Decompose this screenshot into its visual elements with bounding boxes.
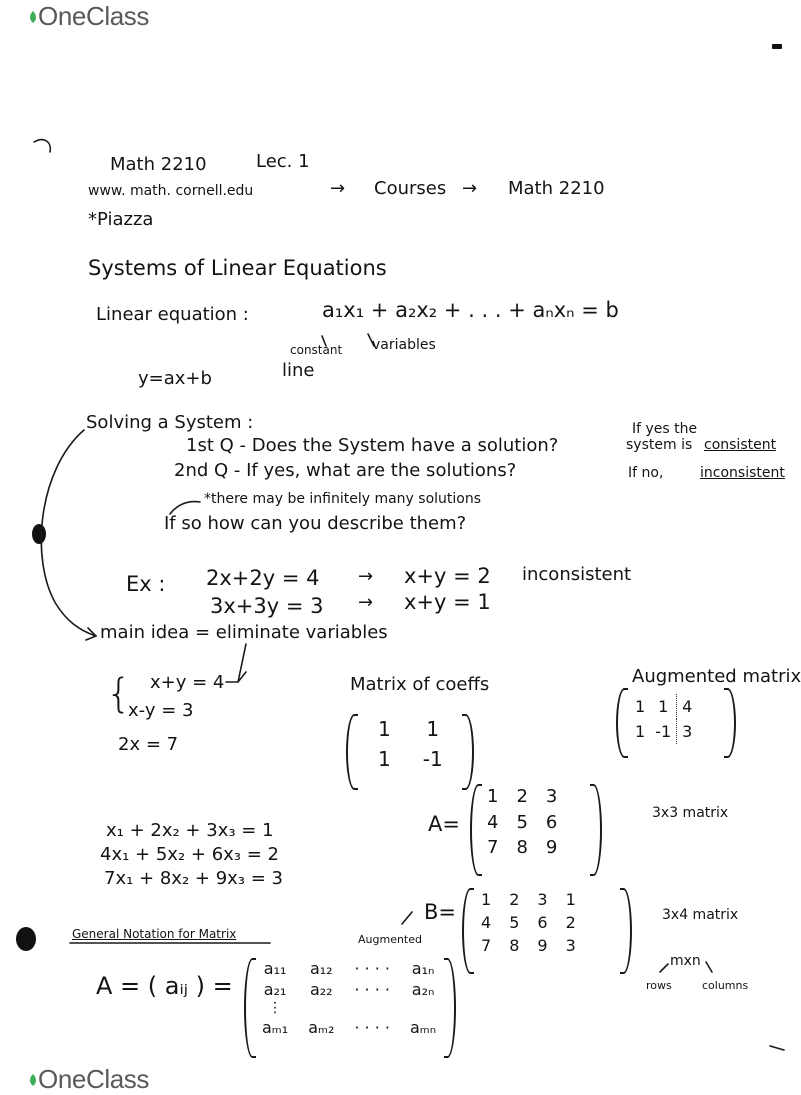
matrix-cell: 1 xyxy=(378,717,391,741)
arrow: → xyxy=(330,178,346,199)
matrix-cell: a₂₁ xyxy=(263,980,287,1000)
matrix-cell: 4 xyxy=(487,811,499,833)
matrix-b-size: 3x4 matrix xyxy=(662,907,739,923)
solving-title: Solving a System : xyxy=(86,412,254,433)
math-course-label: Math 2210 xyxy=(508,178,605,199)
consistent-note-line2: system is xyxy=(626,437,693,453)
system-sum: 2x = 7 xyxy=(118,734,179,755)
rows-tick xyxy=(660,964,668,972)
matrix-cell: 1 xyxy=(635,722,646,742)
brand-name: OneClass xyxy=(38,1064,149,1094)
system3-eq2: 4x₁ + 5x₂ + 6x₃ = 2 xyxy=(100,844,279,865)
matrix-cell: aₘₙ xyxy=(409,1018,437,1038)
inconsistent-verdict: inconsistent xyxy=(522,564,632,585)
matrix-cell: 2 xyxy=(516,786,528,807)
inconsistent-note: If no, xyxy=(628,465,664,481)
columns-tick xyxy=(706,962,712,972)
lecture-number: Lec. 1 xyxy=(256,151,310,172)
main-idea-arrowhead xyxy=(226,672,246,682)
example-eq1: 2x+2y = 4 xyxy=(206,566,320,590)
question-three: If so how can you describe them? xyxy=(164,513,467,534)
arrow: → xyxy=(358,592,374,613)
matrix-cell: -1 xyxy=(655,722,672,742)
matrix-cell: ⋮ xyxy=(268,1000,283,1017)
matrix-cell: 1 xyxy=(565,890,576,909)
course-title: Math 2210 xyxy=(110,154,207,175)
matrix-cell: 3 xyxy=(677,719,698,744)
matrix-a-label: A= xyxy=(428,812,460,836)
matrix-cell: 6 xyxy=(537,913,548,933)
augmented-label: Augmented xyxy=(358,933,422,946)
matrix-cell: 5 xyxy=(516,811,528,833)
matrix-cell: a₂ₙ xyxy=(411,980,435,1000)
matrix-cell: 3 xyxy=(537,890,548,909)
system-brace: { xyxy=(106,671,132,717)
general-notation-title: General Notation for Matrix xyxy=(72,927,237,941)
matrix-cell: 9 xyxy=(537,936,548,956)
example-eq1-result: x+y = 2 xyxy=(404,564,491,588)
matrix-cell: 4 xyxy=(481,913,492,933)
matrix-cell: -1 xyxy=(422,747,443,771)
infinite-solutions-note: *there may be infinitely many solutions xyxy=(204,491,482,507)
matrix-cell: 1 xyxy=(378,747,391,771)
matrix-cell: aₘ₁ xyxy=(262,1018,289,1038)
matrix-cell: 9 xyxy=(545,837,558,859)
note-arrow xyxy=(170,502,200,514)
matrix-cell: a₂₂ xyxy=(309,980,333,1000)
matrix-cell: 2 xyxy=(565,913,576,933)
question-two: 2nd Q - If yes, what are the solutions? xyxy=(174,460,517,481)
aug-matrix-title: Augmented matrix xyxy=(632,666,801,687)
page-mark xyxy=(34,140,50,152)
matrix-cell: 1 xyxy=(487,786,499,807)
matrix-cell: 3 xyxy=(545,786,558,807)
matrix-cell: 3 xyxy=(565,936,576,956)
example-label: Ex : xyxy=(126,572,166,596)
matrix-cell: · · · · xyxy=(354,959,390,978)
line-example: y=ax+b xyxy=(138,368,212,389)
matrix-cell: 7 xyxy=(487,837,499,859)
example-eq2-result: x+y = 1 xyxy=(404,590,491,614)
variables-label: variables xyxy=(372,337,436,353)
constant-label: constant xyxy=(290,343,343,357)
constant-tick xyxy=(322,336,326,346)
matrix-cell: a₁₂ xyxy=(309,959,333,978)
linear-equation: a₁x₁ + a₂x₂ + . . . + aₙxₙ = b xyxy=(322,298,619,322)
consistent-word: consistent xyxy=(704,437,777,453)
matrix-cell: 1 xyxy=(635,697,646,716)
matrix-cell: 1 xyxy=(658,697,669,716)
matrix-cell: · · · · xyxy=(354,1018,390,1038)
matrix-a-size: 3x3 matrix xyxy=(652,805,729,821)
coeff-matrix-title: Matrix of coeffs xyxy=(350,674,490,695)
system-eq2: x-y = 3 xyxy=(128,700,194,721)
line-label: line xyxy=(282,360,315,381)
topic-title: Systems of Linear Equations xyxy=(88,256,387,280)
general-notation-lhs: A = ( aᵢⱼ ) = xyxy=(96,972,233,1000)
edge-mark xyxy=(770,1046,784,1050)
matrix-cell: 2 xyxy=(509,890,520,909)
consistent-note-line1: If yes the xyxy=(632,421,698,437)
inconsistent-word: inconsistent xyxy=(700,465,785,481)
variables-tick xyxy=(368,334,374,346)
matrix-cell: 1 xyxy=(481,890,492,909)
augmented-arrow xyxy=(402,912,412,924)
matrix-cell: aₘ₂ xyxy=(308,1018,335,1038)
main-idea: main idea = eliminate variables xyxy=(100,622,388,643)
matrix-cell: 7 xyxy=(481,936,492,956)
system3-eq1: x₁ + 2x₂ + 3x₃ = 1 xyxy=(106,820,274,841)
matrix-cell: 8 xyxy=(509,936,520,956)
piazza-label: *Piazza xyxy=(88,209,154,230)
courses-label: Courses xyxy=(374,178,447,199)
matrix-cell: 8 xyxy=(516,837,528,859)
example-eq2: 3x+3y = 3 xyxy=(210,594,324,618)
system-eq1: x+y = 4 xyxy=(150,672,225,693)
matrix-cell: a₁₁ xyxy=(263,959,287,978)
mxn-label: mxn xyxy=(670,953,701,969)
matrix-cell: 1 xyxy=(426,717,440,741)
matrix-cell: 5 xyxy=(509,913,520,933)
columns-label: columns xyxy=(702,979,749,992)
matrix-cell: a₁ₙ xyxy=(411,959,435,978)
system3-eq3: 7x₁ + 8x₂ + 9x₃ = 3 xyxy=(104,868,283,889)
linear-equation-label: Linear equation : xyxy=(96,304,249,325)
brand-name: OneClass xyxy=(38,1,149,31)
arrow: → xyxy=(358,566,374,587)
matrix-cell: 6 xyxy=(545,811,558,833)
question-one: 1st Q - Does the System have a solution? xyxy=(186,435,559,456)
matrix-cell: · · · · xyxy=(354,980,390,1000)
website-link: www. math. cornell.edu xyxy=(88,183,254,199)
arrow: → xyxy=(462,178,478,199)
curved-arrow xyxy=(41,430,96,636)
matrix-cell: 4 xyxy=(677,694,698,719)
rows-label: rows xyxy=(646,979,672,992)
matrix-b-label: B= xyxy=(424,900,457,924)
